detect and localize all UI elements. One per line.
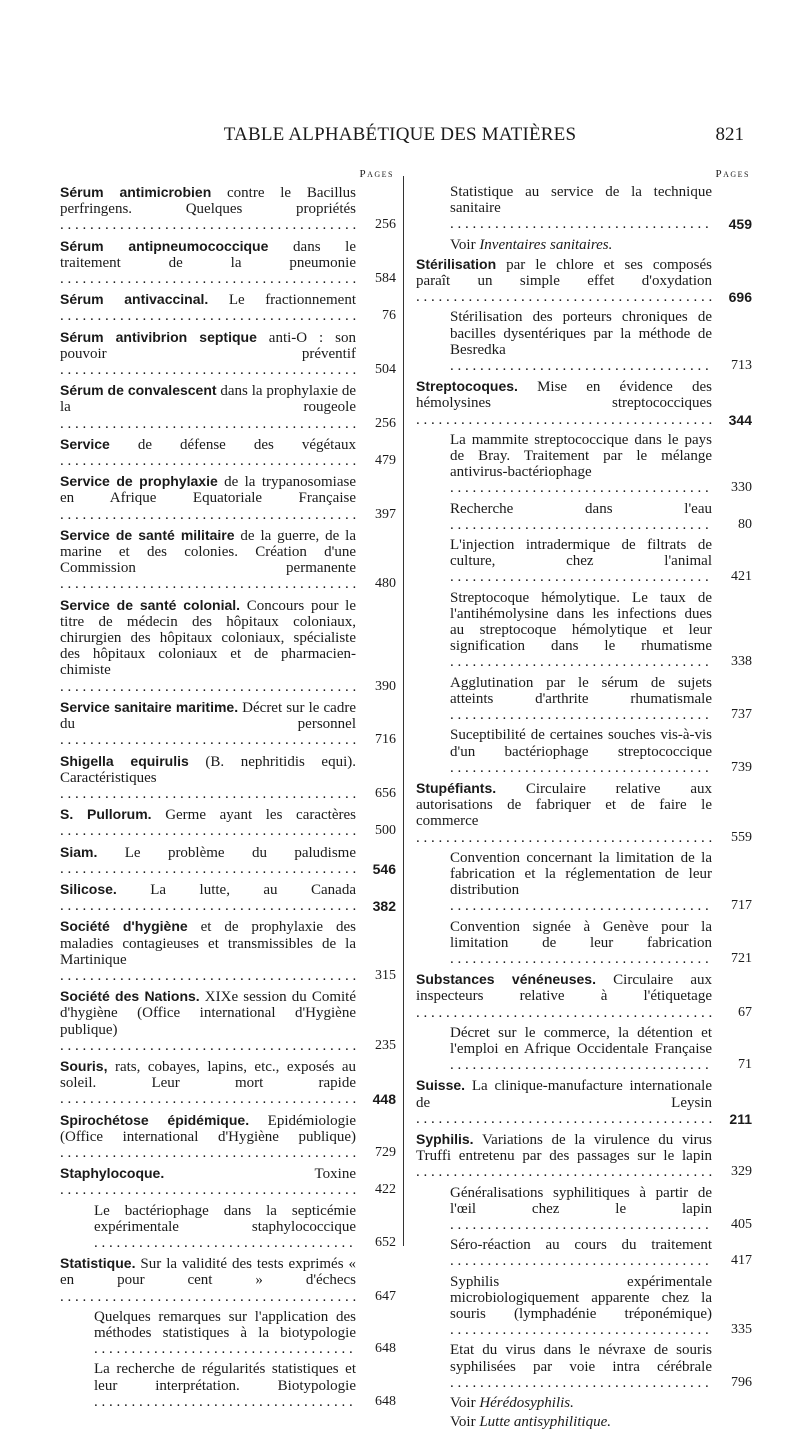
see-also-reference	[416, 1414, 756, 1430]
left-entries	[60, 184, 400, 1410]
see-also-target: Inventaires sanitaires.	[479, 236, 613, 253]
entry-description: Circulaire relative aux autorisations de fabriquer et de faire le commerce	[416, 780, 712, 830]
entry-page-number: 67	[738, 1004, 752, 1020]
page-title: TABLE ALPHABÉTIQUE DES MATIÈRES	[223, 124, 577, 145]
entry-description: Généralisations syphilitiques à partir de l'œil chez le lapin	[450, 1184, 712, 1217]
entry-page-number: 648	[375, 1393, 396, 1409]
index-subentry	[416, 537, 756, 586]
entry-text	[450, 184, 712, 233]
entry-text	[60, 597, 356, 695]
entry-text	[60, 184, 356, 234]
pages-label: Pages	[715, 168, 750, 180]
entry-text	[60, 699, 356, 749]
entry-page-number: 652	[375, 1234, 396, 1250]
see-also-target: Lutte antisyphilitique.	[479, 1414, 611, 1431]
entry-description: Etat du virus dans le névraxe de souris syphilisées par voie intra cérébrale	[450, 1342, 712, 1375]
entry-page-number: 382	[372, 898, 396, 915]
entry-description: de défense des végétaux	[109, 436, 356, 453]
entry-text	[60, 1255, 356, 1305]
index-entry	[60, 699, 400, 749]
index-entry	[416, 1131, 756, 1181]
entry-page-number: 397	[375, 506, 396, 522]
entry-page-number: 76	[382, 308, 396, 324]
index-subentry	[416, 1185, 756, 1234]
entry-page-number: 459	[728, 216, 752, 233]
entry-description: Sur la validité des tests exprimés « en pour cent » d'échecs	[60, 1256, 356, 1289]
column-divider	[403, 176, 404, 1246]
entry-page-number: 648	[375, 1341, 396, 1357]
entry-text	[60, 527, 356, 593]
entry-description: par le chlore et ses composés paraît un simple effet d'oxydation	[416, 256, 712, 290]
index-column-left	[60, 168, 400, 1414]
index-entry	[60, 1058, 400, 1108]
index-subentry	[416, 1237, 756, 1269]
entry-text	[450, 850, 712, 915]
entry-description: Le problème du paludisme	[97, 844, 356, 861]
entry-heading: Streptocoques.	[416, 378, 518, 395]
entry-description: Syphilis expérimentale microbiologiquement apparente chez la souris (lymphadénie tréponémique)	[450, 1273, 712, 1322]
entry-description: Convention signée à Genève pour la limitation de leur fabrication	[450, 918, 712, 951]
entry-text	[416, 378, 712, 428]
index-subentry	[416, 432, 756, 497]
entry-text	[60, 918, 356, 984]
entry-heading: Stupéfiants.	[416, 779, 497, 796]
right-entries	[416, 184, 756, 1430]
entry-page-number: 338	[731, 654, 752, 670]
entry-heading: Syphilis.	[416, 1130, 474, 1147]
entry-description: Stérilisation des porteurs chroniques de bacilles dysentériques par la méthode de Besredka	[450, 309, 712, 358]
entry-heading: Souris,	[60, 1057, 108, 1074]
entry-text	[60, 436, 356, 469]
entry-description: La lutte, au Canada	[116, 881, 356, 898]
entry-description: Variations de la virulence du virus Truffi entretenu par des passages sur le lapin	[416, 1131, 712, 1165]
index-entry	[60, 184, 400, 234]
entry-page-number: 344	[728, 411, 752, 428]
entry-page-number: 739	[731, 759, 752, 775]
see-also-prefix: Voir	[450, 236, 480, 253]
entry-description: Epidémiologie (Office international d'Hygiène publique)	[60, 1112, 356, 1145]
entry-heading: Service de prophylaxie	[60, 473, 218, 490]
entry-description: anti-O : son pouvoir préventif	[60, 329, 356, 362]
pages-label: Pages	[359, 168, 394, 180]
entry-description: Le fractionnement	[208, 292, 356, 309]
entry-page-number: 330	[731, 480, 752, 496]
entry-page-number: 335	[731, 1322, 752, 1338]
entry-heading: Service sanitaire maritime.	[60, 698, 239, 715]
entry-description: Streptocoque hémolytique. Le taux de l'antihémolysine dans les infections dues au streptocoque hémolytique et leur signification dans le rhumatisme	[450, 589, 712, 655]
entry-text	[60, 382, 356, 432]
index-entry	[60, 473, 400, 523]
entry-page-number: 584	[375, 271, 396, 287]
entry-page-number: 737	[731, 707, 752, 723]
index-entry	[60, 329, 400, 379]
entry-page-number: 405	[731, 1216, 752, 1232]
entry-description: Mise en évidence des hémolysines streptococciques	[416, 379, 712, 412]
index-entry	[416, 256, 756, 306]
entry-description: contre le Bacillus perfringens. Quelques propriétés	[60, 185, 356, 218]
index-subentry	[416, 675, 756, 724]
entry-text	[450, 675, 712, 724]
entry-description: (B. nephritidis equi). Caractéristiques	[60, 753, 356, 786]
entry-text	[94, 1203, 356, 1252]
entry-page-number: 329	[731, 1164, 752, 1180]
entry-description: Germe ayant les caractères	[151, 807, 356, 824]
entry-page-number: 71	[738, 1057, 752, 1073]
entry-description: dans le traitement de la pneumonie	[60, 238, 356, 271]
entry-description: La mammite streptococcique dans le pays de Bray. Traitement par le mélange antivirus-bactériophage	[450, 431, 712, 481]
entry-description: Agglutination par le sérum de sujets atteints d'arthrite rhumatismale	[450, 674, 712, 707]
entry-page-number: 256	[375, 415, 396, 431]
entry-text	[60, 329, 356, 379]
entry-text	[416, 1131, 712, 1181]
entry-heading: Suisse.	[416, 1077, 466, 1094]
entry-description: Statistique au service de la technique sanitaire	[450, 184, 712, 217]
page-number: 821	[715, 124, 744, 145]
see-also-reference	[416, 237, 756, 253]
index-entry	[60, 753, 400, 803]
index-entry	[416, 971, 756, 1021]
entry-text	[416, 971, 712, 1021]
index-subentry	[416, 850, 756, 915]
entry-text	[60, 1058, 356, 1108]
entry-text	[94, 1361, 356, 1410]
entry-page-number: 546	[372, 860, 396, 877]
index-entry	[416, 378, 756, 428]
entry-description: Décret sur le commerce, la détention et l'emploi en Afrique Occidentale Française	[450, 1024, 712, 1057]
entry-text	[60, 238, 356, 288]
entry-heading: Substances vénéneuses.	[416, 971, 596, 988]
entry-text	[60, 291, 356, 324]
entry-page-number: 647	[375, 1288, 396, 1304]
entry-description: Recherche dans l'eau	[450, 500, 712, 517]
see-also-reference	[416, 1395, 756, 1411]
entry-text	[60, 1112, 356, 1162]
entry-text	[450, 501, 712, 533]
see-also-prefix: Voir	[450, 1414, 480, 1431]
entry-description: et de prophylaxie des maladies contagieuses et transmissibles de la Martinique	[60, 919, 356, 968]
entry-text	[450, 919, 712, 968]
entry-text	[60, 806, 356, 839]
entry-heading: Société d'hygiène	[60, 918, 188, 935]
index-subentry	[416, 309, 756, 374]
index-subentry	[416, 919, 756, 968]
index-entry	[60, 291, 400, 324]
entry-page-number: 713	[731, 358, 752, 374]
entry-heading: Spirochétose épidémique.	[60, 1111, 250, 1128]
entry-text	[416, 256, 712, 306]
index-subentry	[416, 184, 756, 233]
index-subentry	[60, 1203, 400, 1252]
entry-description: dans la prophylaxie de la rougeole	[60, 383, 356, 416]
index-entry	[60, 988, 400, 1054]
entry-text	[416, 1077, 712, 1127]
entry-heading: Silicose.	[60, 880, 117, 897]
entry-page-number: 448	[372, 1091, 396, 1108]
entry-description: Convention concernant la limitation de la fabrication et la réglementation de leur distribution	[450, 849, 712, 899]
index-entry	[416, 780, 756, 846]
index-subentry	[416, 1025, 756, 1074]
entry-heading: Siam.	[60, 843, 98, 860]
entry-text	[60, 473, 356, 523]
entry-page-number: 500	[375, 823, 396, 839]
entry-text	[60, 988, 356, 1054]
entry-page-number: 729	[375, 1144, 396, 1160]
entry-heading: Sérum de convalescent	[60, 382, 217, 399]
entry-page-number: 717	[731, 898, 752, 914]
entry-description: Toxine	[164, 1166, 356, 1183]
entry-page-number: 716	[375, 732, 396, 748]
entry-description: de la trypanosomiase en Afrique Equatoriale Française	[60, 474, 356, 507]
entry-heading: Sérum antimicrobien	[60, 184, 212, 200]
entry-page-number: 390	[375, 678, 396, 694]
entry-description: XIXe session du Comité d'hygiène (Office international d'Hygiène publique)	[60, 989, 356, 1038]
index-subentry	[60, 1361, 400, 1410]
see-also-target: Hérédosyphilis.	[479, 1395, 574, 1412]
entry-description: Quelques remarques sur l'application des méthodes statistiques à la biotypologie	[94, 1308, 356, 1341]
index-entry	[60, 436, 400, 469]
index-subentry	[416, 501, 756, 533]
entry-page-number: 80	[738, 516, 752, 532]
entry-description: La clinique-manufacture internationale de Leysin	[416, 1078, 712, 1111]
entry-page-number: 504	[375, 362, 396, 378]
entry-page-number: 315	[375, 967, 396, 983]
entry-heading: Staphylocoque.	[60, 1165, 165, 1182]
entry-text	[450, 1237, 712, 1269]
see-also-prefix: Voir	[450, 1395, 480, 1412]
entry-page-number: 559	[731, 829, 752, 845]
index-entry	[60, 844, 400, 877]
entry-heading: Service de santé militaire	[60, 526, 235, 543]
entry-page-number: 256	[375, 217, 396, 233]
index-subentry	[416, 590, 756, 671]
index-subentry	[416, 727, 756, 776]
entry-text	[416, 780, 712, 846]
entry-heading: S. Pullorum.	[60, 806, 152, 823]
index-entry	[416, 1077, 756, 1127]
entry-text	[450, 1342, 712, 1391]
entry-page-number: 417	[731, 1253, 752, 1269]
entry-description: Le bactériophage dans la septicémie expérimentale staphylococcique	[94, 1202, 356, 1235]
entry-text	[450, 727, 712, 776]
entry-heading: Shigella equirulis	[60, 752, 189, 769]
entry-heading: Sérum antivaccinal.	[60, 291, 209, 308]
index-entry	[60, 238, 400, 288]
entry-description: Circulaire aux inspecteurs relative à l'étiquetage	[416, 972, 712, 1005]
index-entry	[60, 1165, 400, 1198]
entry-text	[60, 1165, 356, 1198]
entry-text	[450, 1185, 712, 1234]
index-entry	[60, 1255, 400, 1305]
entry-heading: Service	[60, 435, 110, 452]
entry-description: La recherche de régularités statistiques et leur interprétation. Biotypologie	[94, 1361, 356, 1394]
entry-page-number: 211	[729, 1110, 752, 1127]
entry-page-number: 480	[375, 576, 396, 592]
entry-heading: Sérum antipneumococcique	[60, 237, 269, 254]
entry-page-number: 656	[375, 785, 396, 801]
entry-description: Séro-réaction au cours du traitement	[450, 1237, 712, 1254]
entry-text	[60, 753, 356, 803]
index-subentry	[416, 1342, 756, 1391]
entry-page-number: 796	[731, 1374, 752, 1390]
index-entry	[60, 597, 400, 695]
entry-page-number: 235	[375, 1037, 396, 1053]
entry-text	[450, 590, 712, 671]
index-column-right	[416, 168, 756, 1433]
index-entry	[60, 527, 400, 593]
entry-description: Décret sur le cadre du personnel	[60, 699, 356, 733]
entry-heading: Service de santé colonial.	[60, 596, 241, 613]
entry-page-number: 479	[375, 453, 396, 469]
entry-text	[450, 432, 712, 497]
entry-description: L'injection intradermique de filtrats de culture, chez l'animal	[450, 537, 712, 570]
entry-text	[450, 1025, 712, 1074]
entry-description: Suceptibilité de certaines souches vis-à-vis d'un bactériophage streptococcique	[450, 727, 712, 760]
entry-heading: Stérilisation	[416, 255, 497, 272]
index-entry	[60, 1112, 400, 1162]
entry-heading: Statistique.	[60, 1255, 136, 1272]
entry-heading: Société des Nations.	[60, 988, 200, 1005]
index-subentry	[416, 1274, 756, 1339]
entry-description: Concours pour le titre de médecin des hôpitaux coloniaux, chirurgien des hôpitaux coloniaux, spécialiste des hôpitaux coloniaux et de pharmacien-chimiste	[60, 597, 356, 679]
entry-text	[60, 881, 356, 914]
index-entry	[60, 881, 400, 914]
index-entry	[60, 806, 400, 839]
index-entry	[60, 918, 400, 984]
entry-heading: Sérum antivibrion septique	[60, 328, 257, 345]
entry-text	[450, 1274, 712, 1339]
entry-text	[94, 1309, 356, 1358]
entry-page-number: 421	[731, 569, 752, 585]
entry-text	[60, 844, 356, 877]
entry-page-number: 696	[728, 289, 752, 306]
index-subentry	[60, 1309, 400, 1358]
index-entry	[60, 382, 400, 432]
entry-text	[450, 537, 712, 586]
entry-description: rats, cobayes, lapins, etc., exposés au soleil. Leur mort rapide	[60, 1058, 356, 1092]
entry-description: de la guerre, de la marine et des colonies. Création d'une Commission permanente	[60, 527, 356, 577]
entry-page-number: 721	[731, 950, 752, 966]
entry-text	[450, 309, 712, 374]
entry-page-number: 422	[375, 1182, 396, 1198]
